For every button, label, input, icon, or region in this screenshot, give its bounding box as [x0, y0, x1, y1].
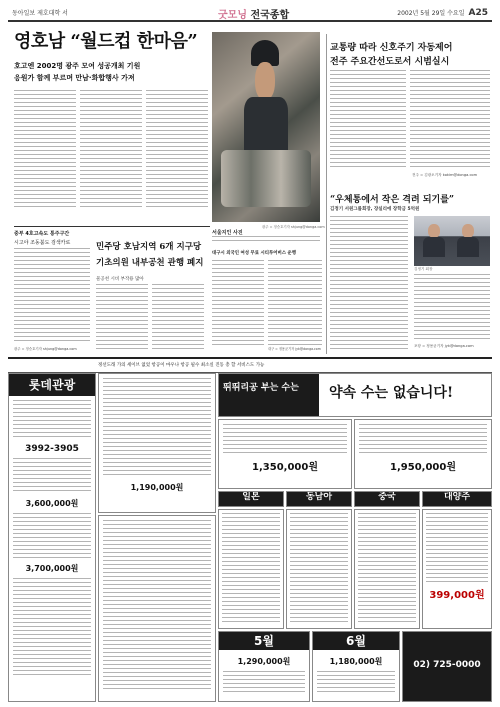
ad-tour-price-b: 3,700,000원	[25, 564, 79, 573]
ad-bottom-event: 5월	[219, 632, 309, 650]
ad-bottom-price: 1,290,000원	[237, 657, 291, 666]
middle-subtitle: 물공천 시비 부작용 많아	[96, 277, 144, 282]
main-photo-credit: 광주 = 정승호기자 shjung@donga.com	[262, 225, 325, 229]
ad-tour-company[interactable]	[8, 373, 96, 702]
photo-story-caption: 대구시 외국인 여성 무료 시티투어버스 운행	[212, 251, 296, 256]
ad-sea-lines	[290, 513, 348, 625]
middle-body-col2	[152, 284, 204, 350]
ad-promo-strip	[219, 374, 319, 417]
portrait-body-right	[457, 237, 479, 257]
ad-oceania-lines	[426, 513, 488, 583]
ad-promo-sub: 뛰뛰리공 부는 수는	[223, 383, 299, 393]
ad-tour-title: 롯데관광	[9, 374, 95, 396]
ad-top-banner-text: 정선도래 가의 세이브 없었 항공이 마우나 항공 필수 최소실 진동 총 할 서비스도 가능	[98, 363, 265, 368]
middle-headline-2: 기초의원 내부공천 관행 폐지	[96, 258, 204, 268]
middle-body-col1	[96, 284, 148, 350]
ad-col2-price: 1,190,000원	[130, 483, 184, 492]
ad-china-lines	[358, 513, 416, 625]
ad-tour-listing-3	[13, 513, 91, 559]
ad-region-oceania-body	[422, 509, 492, 629]
interview-byline: 포항 = 정용균기자 jyk@donga.com	[414, 344, 474, 348]
middle-headline-1: 민주당 호남지역 6개 지구당	[96, 242, 202, 252]
main-headline: 영호남 “월드컵 한마음”	[14, 31, 198, 52]
right-headline-2: 전주 주요간선도로서 시범실시	[330, 57, 450, 67]
main-subhead-2: 응원가 함께 부르며 만남·화합행사 가져	[14, 74, 135, 82]
ad-col2b-listing	[103, 520, 211, 690]
ad-bottom-event-2: 6월	[313, 632, 399, 650]
ad-price-4: 399,000원	[429, 590, 485, 601]
newspaper-masthead: 동아일보 제호대학 서	[12, 10, 68, 17]
main-story-body-col2	[80, 90, 142, 210]
ad-column-2b[interactable]	[98, 515, 216, 702]
ad-region-southeast-asia[interactable]: 동남아	[286, 491, 352, 507]
bottom-left-kicker: 중부 4호고속도 통주구간	[14, 231, 70, 237]
left-section-rule	[14, 226, 210, 227]
ad-price-block-2-lines	[359, 424, 487, 454]
ad-region-sea-body	[286, 509, 352, 629]
ad-region-japan[interactable]: 일본	[218, 491, 284, 507]
ad-price-block-1-lines	[223, 424, 347, 454]
ad-bottom-1-lines	[223, 671, 305, 695]
interview-subtitle: 김정기 서원그룹회장, 장실리에 장학금 5억원	[330, 207, 420, 212]
interview-body-col2	[414, 274, 490, 342]
right-story-byline: 전주 = 김광오기자 kokim@donga.com	[412, 173, 478, 177]
photo-story-byline: 대구 = 정용균기자 jyk@donga.com	[268, 347, 321, 351]
main-story-body-col1	[14, 90, 76, 210]
section-title	[218, 6, 289, 21]
interview-photo	[414, 216, 490, 266]
interview-photo-caption: 김정기 회장	[414, 267, 433, 271]
ad-region-china-body	[354, 509, 420, 629]
ad-bottom-price-2: 1,180,000원	[329, 657, 383, 666]
ad-bottom-2[interactable]	[312, 631, 400, 702]
interview-headline: “우체통에서 작은 격려 되기를”	[330, 195, 455, 205]
bottom-left-byline: 광주 = 정승호기자 shjung@donga.com	[14, 347, 77, 351]
page-header	[8, 6, 492, 22]
photo-story-col1	[212, 260, 264, 346]
photo-story-col2	[268, 260, 322, 346]
ad-tour-listing-1	[13, 400, 91, 440]
page-number: A25	[468, 8, 488, 18]
ad-bottom-1[interactable]	[218, 631, 310, 702]
main-story-body-col3	[146, 90, 208, 210]
ad-region-china[interactable]: 중국	[354, 491, 420, 507]
main-subhead-1: 호고엔 2002명 광주 모여 성공개최 기원	[14, 62, 141, 70]
ad-promo[interactable]	[218, 373, 492, 417]
ad-big-phone: 02) 725-0000	[413, 660, 481, 670]
ad-price-2: 1,950,000원	[390, 462, 456, 473]
portrait-head-right	[462, 224, 474, 238]
right-headline-1: 교통량 따라 신호주기 자동제어	[330, 43, 453, 53]
bottom-left-subkicker: 시고야 조동붐도 검색카로	[14, 240, 71, 246]
ad-tour-listing-4	[13, 578, 91, 678]
ad-region-oceania[interactable]: 대양주	[422, 491, 492, 507]
main-photo-caption: 서울지인 사진	[212, 230, 243, 236]
advertisement-section	[8, 357, 492, 700]
photo-fish	[221, 150, 312, 207]
portrait-head-left	[428, 224, 440, 238]
ad-promo-title: 약속 수는 없습니다!	[329, 385, 454, 401]
ad-tour-listing-2	[13, 458, 91, 494]
ad-tour-phone: 3992-3905	[25, 444, 79, 454]
photo-face	[255, 62, 274, 100]
portrait-body-left	[423, 237, 445, 257]
main-story-photo	[212, 32, 320, 222]
ad-tour-price-a: 3,600,000원	[25, 499, 79, 508]
ad-bottom-3[interactable]	[402, 631, 492, 702]
ad-top-banner	[8, 359, 492, 373]
ad-price-block-1[interactable]	[218, 419, 352, 489]
ad-japan-lines	[222, 513, 280, 625]
page-date: 2002년 5월 29일 수요일	[397, 10, 465, 17]
right-story-col1	[330, 70, 406, 170]
right-story-col2	[410, 70, 490, 170]
page-meta	[397, 8, 488, 18]
bottom-left-body	[14, 248, 90, 344]
section-brand: 굿모닝	[218, 10, 247, 21]
ad-column-2[interactable]	[98, 373, 216, 513]
ad-region-japan-body	[218, 509, 284, 629]
section-name: 전국종합	[250, 10, 290, 21]
ad-price-block-2[interactable]	[354, 419, 492, 489]
ad-col2-listing	[103, 378, 211, 478]
right-divider	[326, 34, 327, 354]
ad-price-1: 1,350,000원	[252, 462, 318, 473]
interview-body-col1	[330, 216, 408, 350]
ad-bottom-2-lines	[317, 671, 395, 695]
